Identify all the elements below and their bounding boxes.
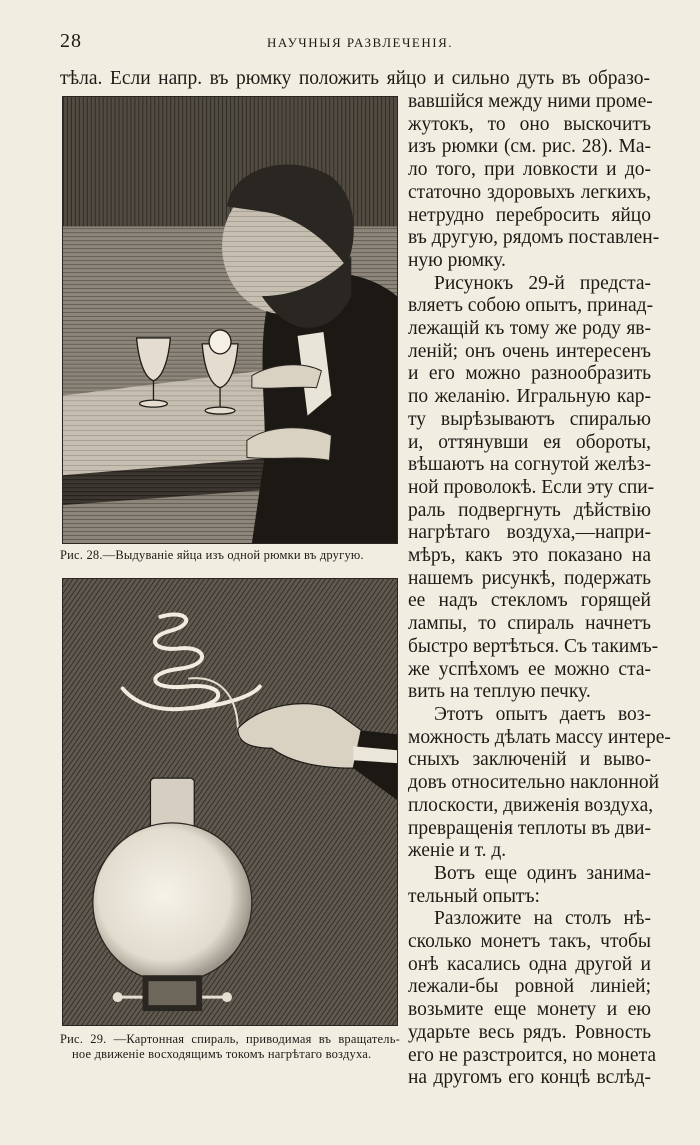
text-line: Рисунокъ 29-й предста- xyxy=(434,272,651,294)
text-line: лежали-бы ровной линіей; xyxy=(408,976,651,998)
text-line: ударьте весь рядъ. Ровность xyxy=(408,1021,651,1043)
text-line: мѣръ, какъ это показано на xyxy=(408,545,651,567)
text-line: плоскости, движенія воздуха, xyxy=(408,794,654,816)
text-line: ную рюмку. xyxy=(408,249,506,271)
running-title: НАУЧНЫЯ РАЗВЛЕЧЕНІЯ. xyxy=(266,35,454,50)
text-line: въ другую, рядомъ поставлен- xyxy=(408,227,660,249)
figure-29-caption-line: ное движеніе восходящимъ токомъ нагрѣтаго воздуха. xyxy=(72,1047,372,1061)
text-line: статочно здоровыхъ легкихъ, xyxy=(408,181,651,203)
body-first-line: тѣла. Если напр. въ рюмку положить яйцо и сильно дуть въ образо- xyxy=(60,68,650,89)
text-line: Этотъ опытъ даетъ воз- xyxy=(434,703,651,725)
text-line: ной проволокѣ. Если эту спи- xyxy=(408,476,655,498)
figure-29-engraving xyxy=(62,578,398,1026)
text-line: вить на теплую печку. xyxy=(408,681,591,703)
spiral-lamp-illustration xyxy=(63,579,397,1025)
text-line: Разложите на столъ нѣ- xyxy=(434,908,651,930)
text-line: жутокъ, то оно выскочитъ xyxy=(408,113,651,135)
text-line: по желанію. Игральную кар- xyxy=(408,386,651,408)
figure-29-caption xyxy=(60,1032,400,1062)
text-line: нетрудно перебросить яйцо xyxy=(408,204,651,226)
text-line: на другомъ его концѣ вслѣд- xyxy=(408,1067,651,1089)
text-line: леній; онъ очень интересенъ xyxy=(408,340,651,362)
text-line: нашемъ рисункѣ, подержать xyxy=(408,567,651,589)
text-line: довъ относительно наклонной xyxy=(408,772,660,794)
text-line: раль подвергнуть дѣйствію xyxy=(408,499,651,521)
text-line: ту вырѣзываютъ спиралью xyxy=(408,408,651,430)
text-line: и, оттянувши ея обороты, xyxy=(408,431,651,453)
text-line: и его можно разнообразить xyxy=(408,363,651,385)
text-line: лампы, то спираль начнетъ xyxy=(408,613,651,635)
text-line: онѣ касались одна другой и xyxy=(408,953,651,975)
text-line: сныхъ заключеній и выво- xyxy=(408,749,651,771)
text-line: вѣшаютъ на согнутой желѣз- xyxy=(408,454,651,476)
text-line: вляетъ собою опытъ, принад- xyxy=(408,295,654,317)
text-line: быстро вертѣться. Съ такимъ- xyxy=(408,635,659,657)
text-line: его не разстроится, но монета xyxy=(408,1044,657,1066)
page-number: 28 xyxy=(60,30,82,52)
body-text-column xyxy=(408,91,671,1090)
lamp-globe xyxy=(93,823,252,982)
figure-28-engraving xyxy=(62,96,398,544)
text-line: женіе и т. д. xyxy=(408,840,507,862)
text-line: вавшійся между ними проме- xyxy=(408,91,653,112)
text-line: изъ рюмки (см. рис. 28). Ма- xyxy=(408,136,651,158)
text-line: можность дѣлать массу интере- xyxy=(408,726,671,748)
text-line: лежащій къ тому же роду яв- xyxy=(408,318,651,340)
text-line: Вотъ еще одинъ занима- xyxy=(434,862,651,884)
text-line: возьмите еще монету и ею xyxy=(408,999,651,1021)
text-line: же успѣхомъ ее можно ста- xyxy=(408,658,651,680)
text-line: сколько монетъ такъ, чтобы xyxy=(408,931,651,953)
egg-blowing-illustration xyxy=(63,97,397,543)
text-line: ее надъ стекломъ горящей xyxy=(408,590,651,612)
text-line: ло того, при ловкости и до- xyxy=(408,159,651,181)
figure-29-caption-line: Рис. 29. —Картонная спираль, приводимая въ вращатель- xyxy=(60,1032,400,1046)
text-line: нагрѣтаго воздуха,—напри- xyxy=(408,522,651,544)
figure-28-caption: Рис. 28.—Выдуваніе яйца изъ одной рюмки въ другую. xyxy=(60,548,364,562)
text-line: превращенія теплоты въ дви- xyxy=(408,817,651,839)
text-line: тельный опытъ: xyxy=(408,885,540,907)
